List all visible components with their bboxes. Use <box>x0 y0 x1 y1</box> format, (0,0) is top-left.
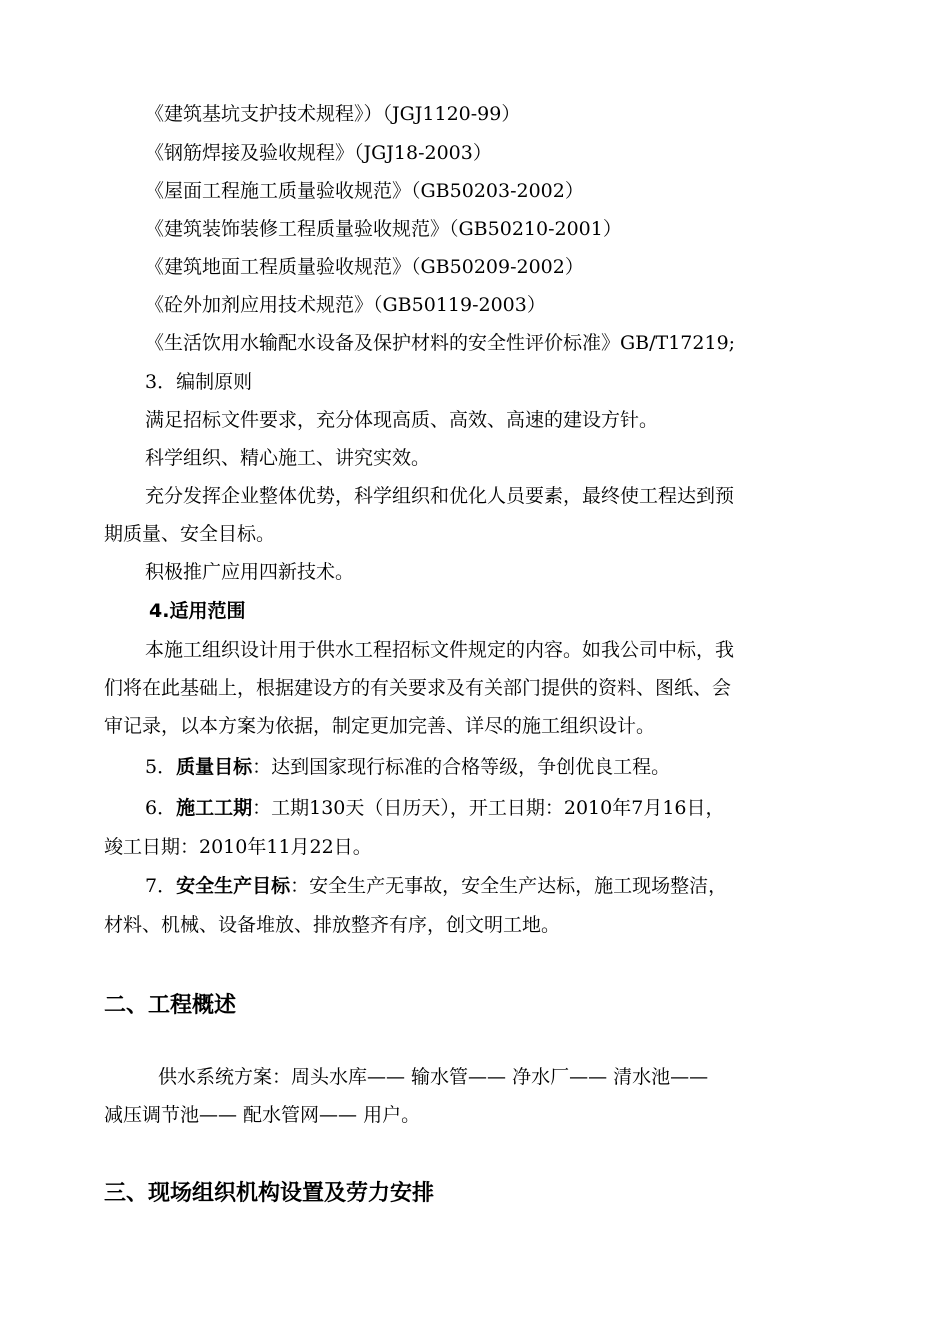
section-label: 质量目标 <box>176 756 253 778</box>
paragraph: 竣工日期：2010年11月22日。 <box>104 836 372 858</box>
paragraph: 减压调节池—— 配水管网—— 用户。 <box>104 1104 421 1126</box>
section-label: 安全生产目标 <box>176 875 291 897</box>
reference-item: 《砼外加剂应用技术规范》（GB50119-2003） <box>145 294 546 316</box>
reference-item: 《建筑装饰装修工程质量验收规范》（GB50210-2001） <box>145 218 622 240</box>
paragraph: 材料、机械、设备堆放、排放整齐有序，创文明工地。 <box>104 914 561 936</box>
reference-item: 《建筑基坑支护技术规程》）（JGJ1120-99） <box>145 103 521 125</box>
paragraph: 们将在此基础上，根据建设方的有关要求及有关部门提供的资料、图纸、会 <box>104 677 732 699</box>
reference-item: 《建筑地面工程质量验收规范》（GB50209-2002） <box>145 256 584 278</box>
chapter-heading: 三、现场组织机构设置及劳力安排 <box>104 1181 435 1206</box>
quality-target-line <box>145 754 670 780</box>
section-text: ：达到国家现行标准的合格等级，争创优良工程。 <box>252 756 671 778</box>
section-text: ：工期130天（日历天），开工日期：2010年7月16日， <box>252 797 725 819</box>
section-number: 5． <box>145 756 177 778</box>
chapter-heading: 二、工程概述 <box>104 993 237 1018</box>
paragraph: 审记录，以本方案为依据，制定更加完善、详尽的施工组织设计。 <box>104 715 656 737</box>
section-title: 4.适用范围 <box>149 600 246 622</box>
paragraph: 积极推广应用四新技术。 <box>145 561 355 583</box>
reference-item: 《屋面工程施工质量验收规范》（GB50203-2002） <box>145 180 584 202</box>
schedule-line <box>145 795 725 821</box>
reference-item: 《钢筋焊接及验收规程》（JGJ18-2003） <box>145 142 492 164</box>
paragraph: 本施工组织设计用于供水工程招标文件规定的内容。如我公司中标，我 <box>145 639 735 661</box>
safety-target-line <box>145 873 727 899</box>
reference-item: 《生活饮用水输配水设备及保护材料的安全性评价标准》GB/T17219; <box>145 332 736 354</box>
paragraph: 充分发挥企业整体优势，科学组织和优化人员要素，最终使工程达到预 <box>145 485 735 507</box>
section-number: 6． <box>145 797 177 819</box>
section-text: ：安全生产无事故，安全生产达标，施工现场整洁， <box>290 875 728 897</box>
section-title: 3．编制原则 <box>145 371 253 393</box>
section-number: 7． <box>145 875 177 897</box>
paragraph: 供水系统方案：周头水库—— 输水管—— 净水厂—— 清水池—— <box>158 1066 709 1088</box>
paragraph: 满足招标文件要求，充分体现高质、高效、高速的建设方针。 <box>145 409 659 431</box>
paragraph: 期质量、安全目标。 <box>104 523 276 545</box>
section-label: 施工工期 <box>176 797 253 819</box>
paragraph: 科学组织、精心施工、讲究实效。 <box>145 447 431 469</box>
